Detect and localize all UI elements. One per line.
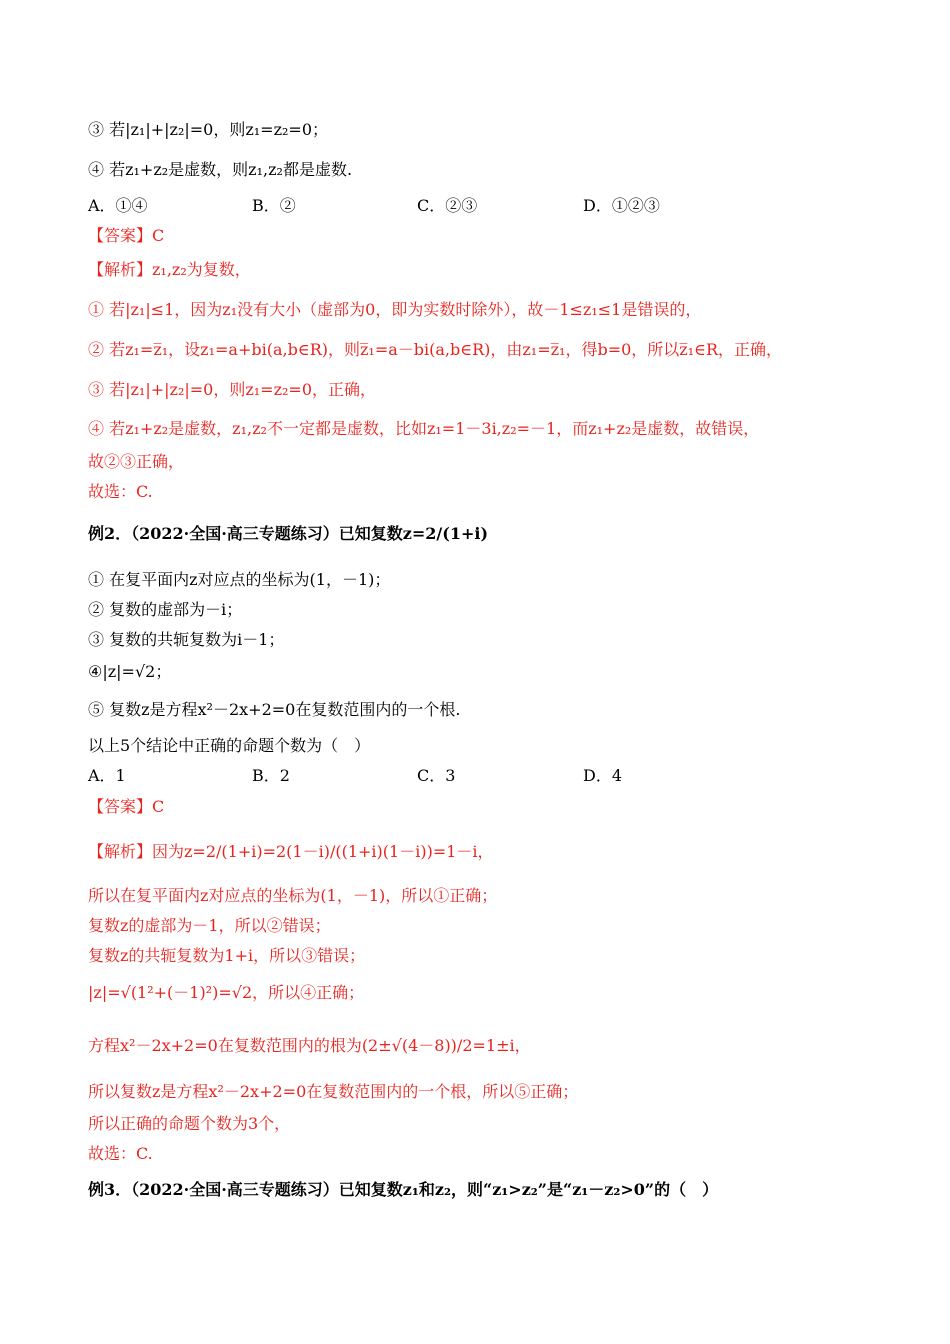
q1-analysis-5: 故②③正确， (88, 452, 185, 471)
q2-analysis-5: 方程x²－2x+2=0在复数范围内的根为(2±√(4－8))/2=1±i， (88, 1036, 531, 1055)
q2-analysis-8: 故选：C. (88, 1144, 153, 1163)
q2-analysis-0: 【解析】因为z=2/(1+i)=2(1－i)/((1+i)(1－i))=1－i， (88, 842, 494, 861)
q1-analysis-4: ④ 若z₁+z₂是虚数，z₁,z₂不一定都是虚数，比如z₁=1－3i,z₂=－1，而z₁+z₂是虚数，故错误， (88, 419, 760, 438)
q2-option-d: D．4 (583, 766, 623, 785)
line-q1-item3: ③ 若|z₁|+|z₂|=0，则z₁=z₂=0； (88, 120, 329, 139)
q2-item-4: ④|z|=√2； (88, 662, 172, 681)
q1-analysis-0: 【解析】z₁,z₂为复数， (88, 260, 251, 279)
q1-option-a: A．①④ (88, 196, 148, 215)
q2-option-a: A．1 (88, 766, 126, 785)
q1-analysis-3: ③ 若|z₁|+|z₂|=0，则z₁=z₂=0，正确， (88, 380, 377, 399)
q1-analysis-1: ① 若|z₁|≤1，因为z₁没有大小（虚部为0，即为实数时除外），故－1≤z₁≤1是错误的， (88, 300, 702, 319)
q1-option-b: B．② (252, 196, 296, 215)
q2-analysis-2: 复数z的虚部为－1，所以②错误； (88, 916, 331, 935)
q2-answer: 【答案】C (88, 797, 165, 816)
q2-item-2: ② 复数的虚部为－i； (88, 600, 243, 619)
q1-option-c: C．②③ (417, 196, 478, 215)
q2-option-c: C．3 (417, 766, 456, 785)
q2-title: 例2．（2022·全国·高三专题练习）已知复数z=2/(1+i) (88, 524, 489, 543)
q3-title: 例3．（2022·全国·高三专题练习）已知复数z₁和z₂，则“z₁>z₂”是“z₁－z₂>0”的（ ） (88, 1180, 719, 1199)
q1-answer: 【答案】C (88, 226, 165, 245)
q2-analysis-4: |z|=√(1²+(－1)²)=√2，所以④正确； (88, 983, 365, 1002)
q2-item-1: ① 在复平面内z对应点的坐标为(1，－1)； (88, 570, 391, 589)
line-q1-item4: ④ 若z₁+z₂是虚数，则z₁,z₂都是虚数. (88, 160, 353, 179)
q1-analysis-6: 故选：C. (88, 482, 153, 501)
q1-option-d: D．①②③ (583, 196, 660, 215)
q2-item-6: 以上5个结论中正确的命题个数为（ ） (88, 736, 371, 755)
q2-analysis-3: 复数z的共轭复数为1+i，所以③错误； (88, 946, 366, 965)
q2-item-3: ③ 复数的共轭复数为i－1； (88, 630, 285, 649)
q2-option-b: B．2 (252, 766, 290, 785)
q1-analysis-2: ② 若z₁=z̅₁，设z₁=a+bi(a,b∈R)，则z̅₁=a－bi(a,b∈R)，由z₁=z̅₁，得b=0，所以z̅₁∈R，正确， (88, 340, 783, 359)
q2-analysis-7: 所以正确的命题个数为3个， (88, 1114, 291, 1133)
q2-analysis-6: 所以复数z是方程x²－2x+2=0在复数范围内的一个根，所以⑤正确； (88, 1082, 579, 1101)
q2-analysis-1: 所以在复平面内z对应点的坐标为(1，－1)，所以①正确； (88, 886, 498, 905)
q2-item-5: ⑤ 复数z是方程x²－2x+2=0在复数范围内的一个根. (88, 700, 461, 719)
